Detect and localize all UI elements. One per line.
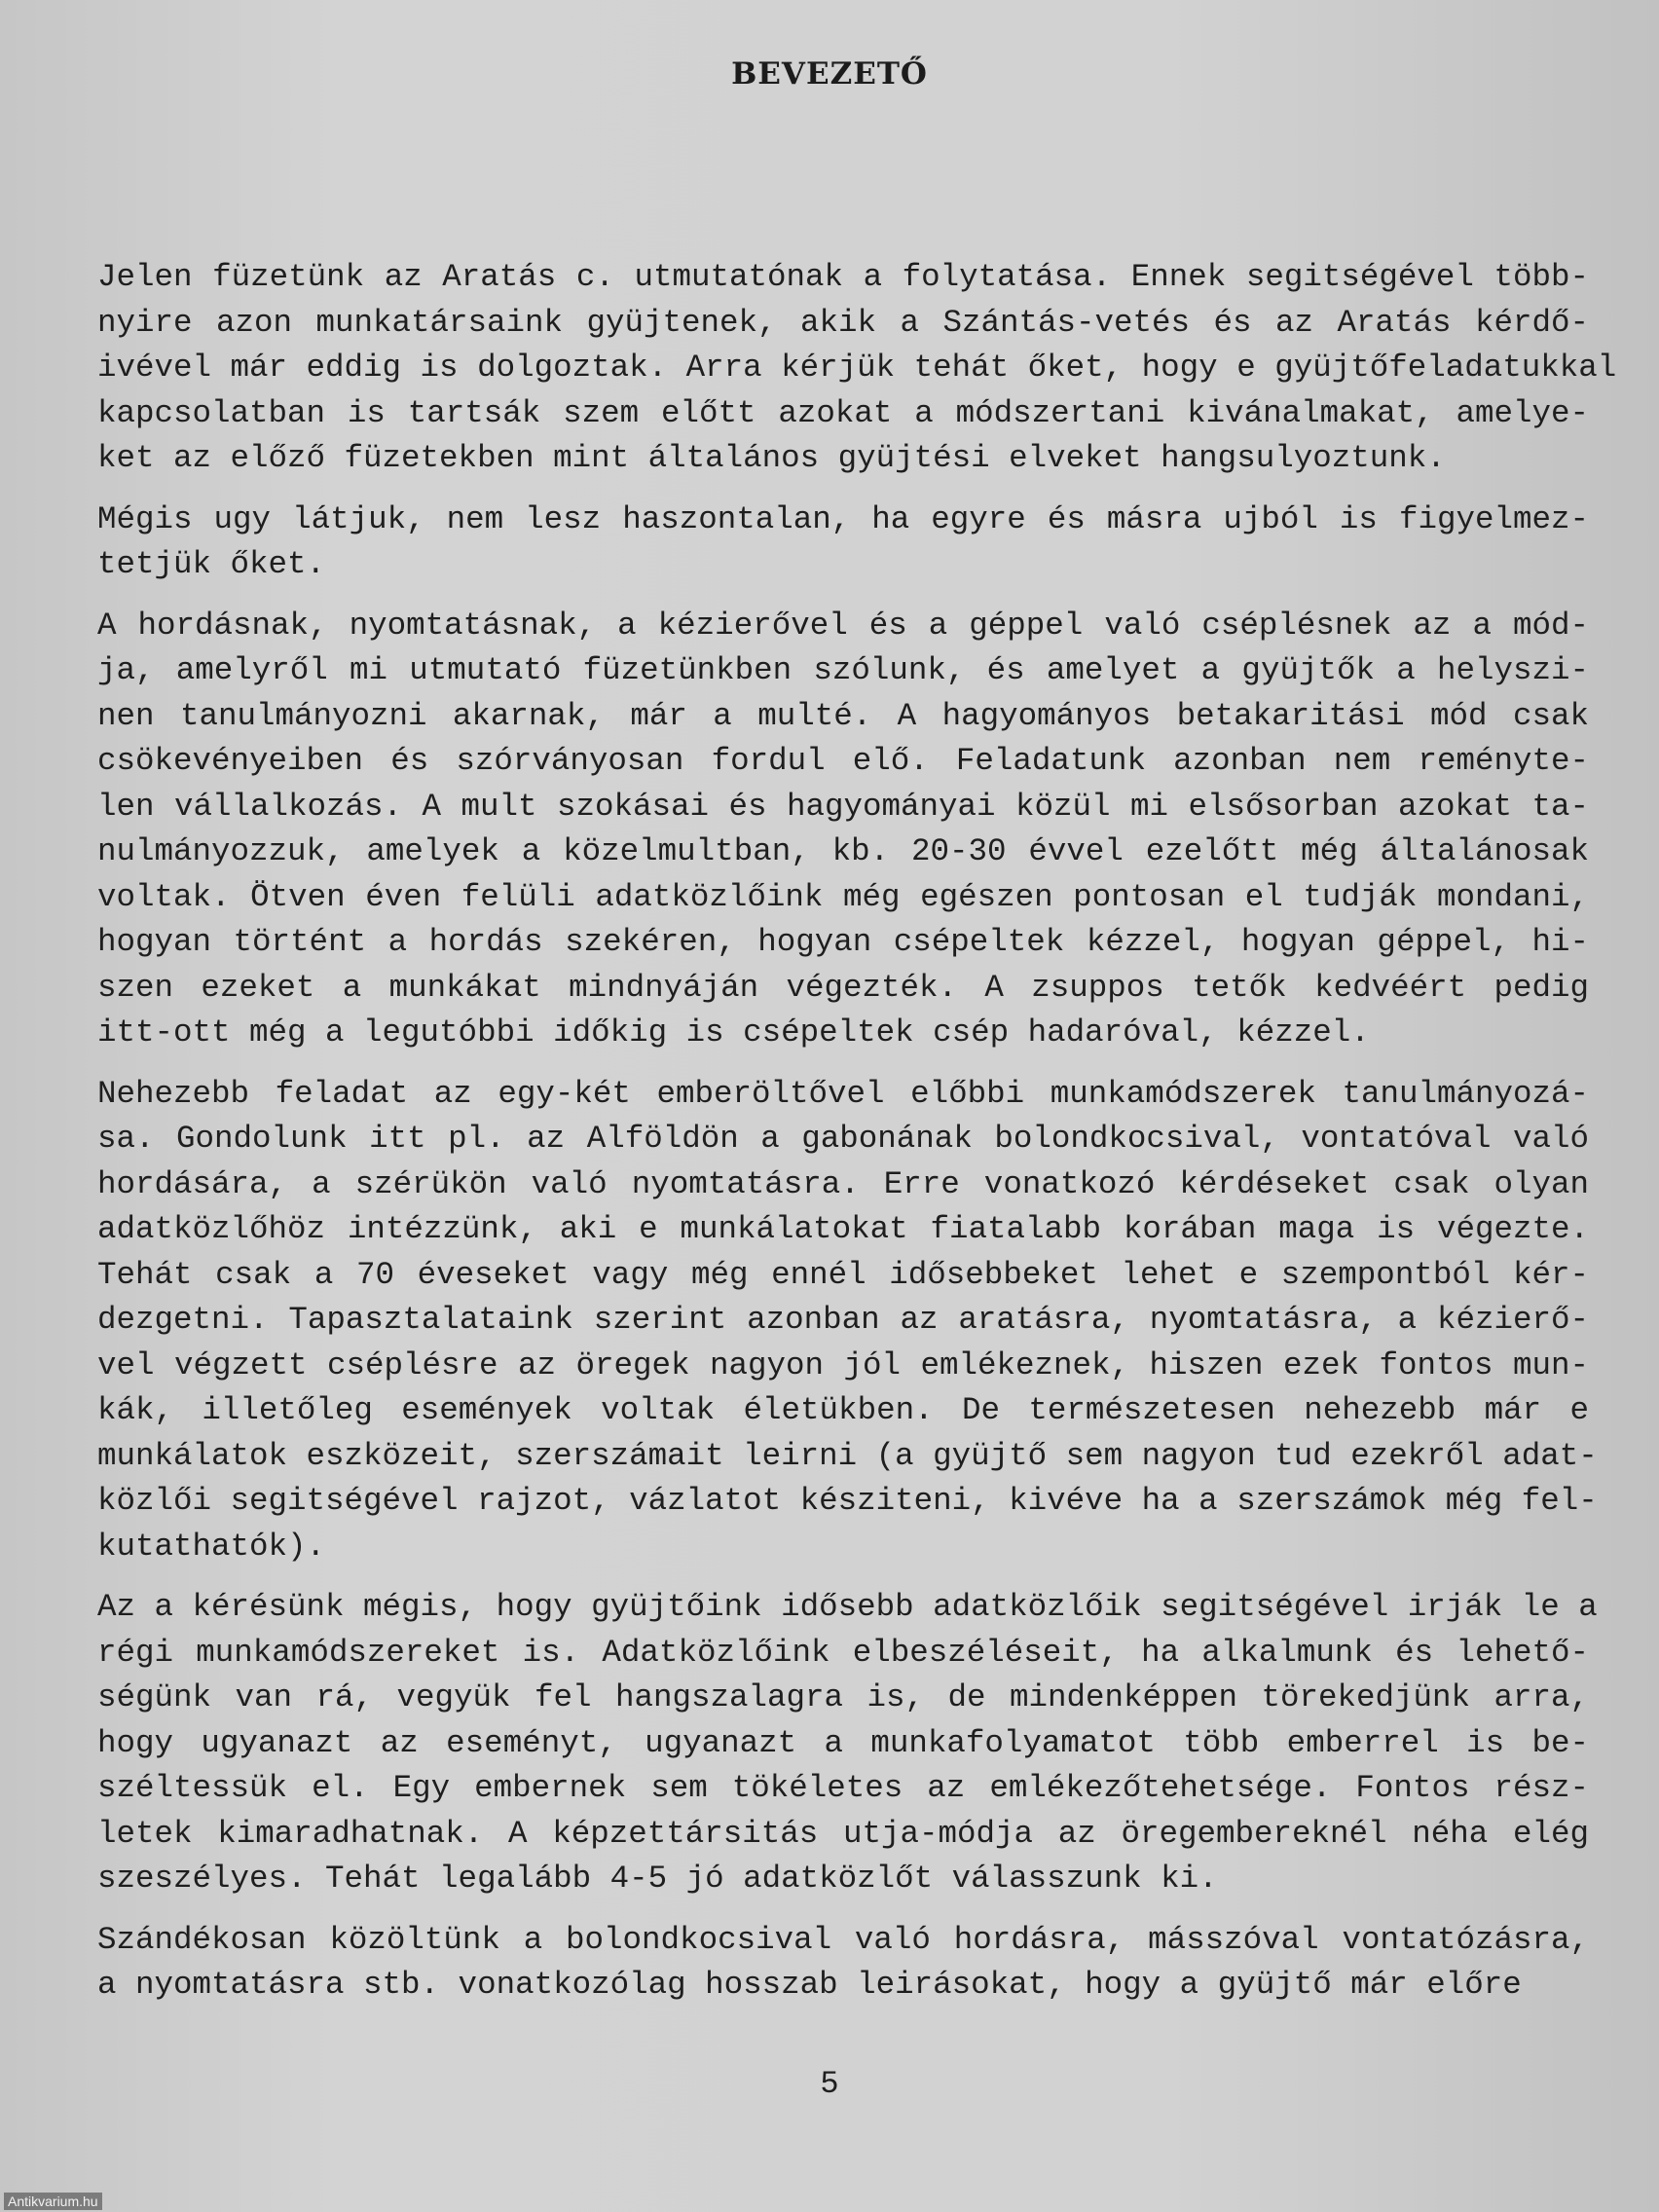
text-line: voltak. Ötven éven felüli adatközlőink még egészen pontosan el tudják mondani, [97,878,1589,915]
paragraph [97,1918,1589,2009]
text-line: munkálatok eszközeit, szerszámait leirni (a gyüjtő sem nagyon tud ezekről adat- [97,1437,1598,1474]
text-line: hogy ugyanazt az eseményt, ugyanazt a munkafolyamatot több emberrel is be- [97,1724,1589,1761]
text-line: letek kimaradhatnak. A képzettársitás utja-módja az öregembereknél néha elég [97,1815,1589,1852]
text-line: itt-ott még a legutóbbi időkig is csépeltek csép hadaróval, kézzel. [97,1014,1370,1051]
text-line: Mégis ugy látjuk, nem lesz haszontalan, ha egyre és másra ujból is figyelmez- [97,500,1589,537]
text-line: len vállalkozás. A mult szokásai és hagyományai közül mi elsősorban azokat ta- [97,788,1589,825]
text-line: nen tanulmányozni akarnak, már a multé. A hagyományos betakaritási mód csak [97,697,1589,734]
text-line: nyire azon munkatársaink gyüjtenek, akik a Szántás-vetés és az Aratás kérdő- [97,304,1589,341]
text-line: szen ezeket a munkákat mindnyáján végezték. A zsuppos tetők kedvéért pedig [97,969,1589,1006]
text-line: Tehát csak a 70 éveseket vagy még ennél idősebbeket lehet e szempontból kér- [97,1256,1589,1293]
paragraph [97,255,1617,482]
text-line: kák, illetőleg események voltak életükben. De természetesen nehezebb már e [97,1392,1589,1428]
page-title: BEVEZETŐ [731,56,928,92]
text-line: ket az előző füzetekben mint általános gyüjtési elveket hangsulyoztunk. [97,440,1446,476]
text-line: adatközlőhöz intézzünk, aki e munkálatokat fiatalabb korában maga is végezte. [97,1211,1589,1247]
text-line: közlői segitségével rajzot, vázlatot késziteni, kivéve ha a szerszámok még fel- [97,1483,1598,1519]
paragraph [97,1072,1598,1570]
text-line: kutathatók). [97,1528,326,1565]
text-line: tetjük őket. [97,546,326,582]
text-line: sa. Gondolunk itt pl. az Alföldön a gabonának bolondkocsival, vontatóval való [97,1121,1589,1157]
text-line: dezgetni. Tapasztalataink szerint azonban az aratásra, nyomtatásra, a kézierő- [97,1302,1589,1338]
page-number: 5 [820,2066,839,2102]
text-line: Jelen füzetünk az Aratás c. utmutatónak a folytatása. Ennek segitségével több- [97,259,1589,295]
text-line: széltessük el. Egy embernek sem tökéletes az emlékezőtehetsége. Fontos rész- [97,1770,1589,1806]
text-line: hordására, a szérükön való nyomtatásra. Erre vonatkozó kérdéseket csak olyan [97,1165,1589,1202]
paragraph [97,498,1589,588]
text-line: Szándékosan közöltünk a bolondkocsival való hordásra, másszóval vontatózásra, [97,1921,1589,1958]
text-line: szeszélyes. Tehát legalább 4-5 jó adatközlőt válasszunk ki. [97,1861,1218,1897]
text-line: hogyan történt a hordás szekéren, hogyan csépeltek kézzel, hogyan géppel, hi- [97,924,1589,960]
text-line: ja, amelyről mi utmutató füzetünkben szólunk, és amelyet a gyüjtők a helyszi- [97,652,1589,688]
body-text [97,255,1617,2024]
text-line: nulmányozzuk, amelyek a közelmultban, kb. 20-30 évvel ezelőtt még általánosak [97,833,1589,869]
paragraph [97,1585,1598,1902]
text-line: vel végzett cséplésre az öregek nagyon jól emlékeznek, hiszen ezek fontos mun- [97,1346,1589,1383]
text-line: Nehezebb feladat az egy-két emberöltővel előbbi munkamódszerek tanulmányozá- [97,1075,1589,1112]
text-line: A hordásnak, nyomtatásnak, a kézierővel és a géppel való cséplésnek az a mód- [97,607,1589,644]
text-line: Az a kérésünk mégis, hogy gyüjtőink idősebb adatközlőik segitségével irják le a [97,1589,1598,1625]
text-line: kapcsolatban is tartsák szem előtt azokat a módszertani kivánalmakat, amelye- [97,394,1589,431]
text-line: régi munkamódszereket is. Adatközlőink elbeszéléseit, ha alkalmunk és lehető- [97,1634,1589,1671]
text-line: ivével már eddig is dolgoztak. Arra kérjük tehát őket, hogy e gyüjtőfeladatukkal [97,350,1617,386]
text-line: csökevényeiben és szórványosan fordul elő. Feladatunk azonban nem reményte- [97,743,1589,779]
watermark-label: Antikvarium.hu [4,2193,102,2210]
text-line: ségünk van rá, vegyük fel hangszalagra is, de mindenképpen törekedjünk arra, [97,1679,1589,1715]
paragraph [97,604,1589,1056]
text-line: a nyomtatásra stb. vonatkozólag hosszab leirásokat, hogy a gyüjtő már előre [97,1967,1522,2003]
